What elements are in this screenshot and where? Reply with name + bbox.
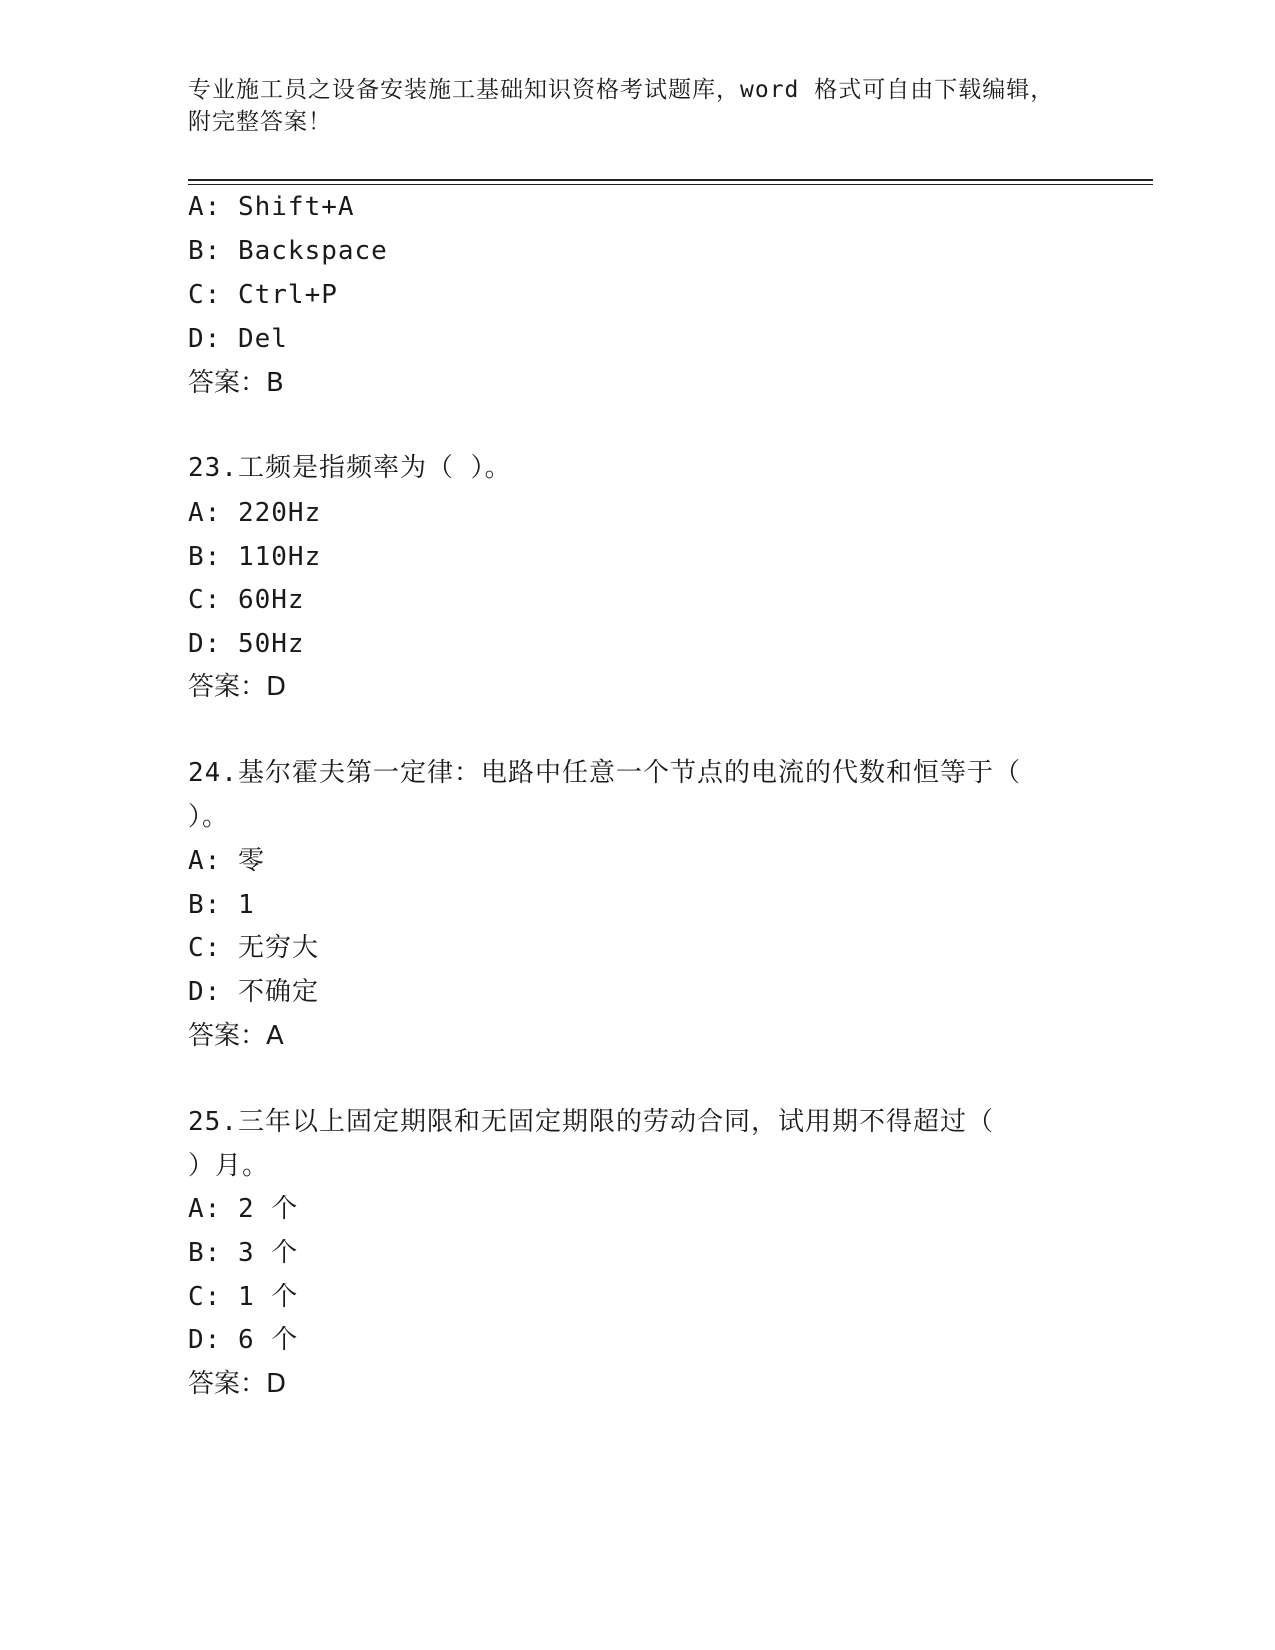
q25-answer: 答案：D [188, 1369, 287, 1399]
q24-option-a: A: 零 [188, 846, 265, 876]
q22-answer: 答案：B [188, 368, 284, 398]
q23-option-c: C: 60Hz [188, 585, 305, 615]
header-line-2: 附完整答案！ [188, 109, 332, 135]
q24-question-line-1: 24.基尔霍夫第一定律：电路中任意一个节点的电流的代数和恒等于（ [188, 758, 1021, 788]
q22-option-b: B: Backspace [188, 236, 388, 266]
q25-question-line-2: ）月。 [188, 1151, 270, 1181]
header-line-1: 专业施工员之设备安装施工基础知识资格考试题库，word 格式可自由下载编辑， [188, 77, 1055, 103]
q23-option-a: A: 220Hz [188, 498, 322, 528]
q25-option-d: D: 6 个 [188, 1325, 299, 1355]
q23-option-d: D: 50Hz [188, 629, 305, 659]
header-divider-thin [188, 184, 1153, 185]
q25-option-a: A: 2 个 [188, 1194, 299, 1224]
header-divider-thick [188, 179, 1153, 181]
q23-option-b: B: 110Hz [188, 542, 322, 572]
q25-question-line-1: 25.三年以上固定期限和无固定期限的劳动合同，试用期不得超过（ [188, 1107, 994, 1137]
q25-option-b: B: 3 个 [188, 1238, 299, 1268]
q24-question-line-2: ）。 [188, 802, 230, 832]
q24-option-b: B: 1 [188, 890, 255, 920]
q22-option-c: C: Ctrl+P [188, 280, 338, 310]
q22-option-a: A: Shift+A [188, 192, 355, 222]
q25-option-c: C: 1 个 [188, 1282, 299, 1312]
q24-option-d: D: 不确定 [188, 977, 319, 1007]
q24-answer: 答案：A [188, 1021, 284, 1051]
q23-answer: 答案：D [188, 672, 287, 702]
q23-question: 23.工频是指频率为（ ）。 [188, 453, 512, 483]
document-header [188, 74, 1088, 138]
q22-option-d: D: Del [188, 324, 288, 354]
q24-option-c: C: 无穷大 [188, 933, 319, 963]
